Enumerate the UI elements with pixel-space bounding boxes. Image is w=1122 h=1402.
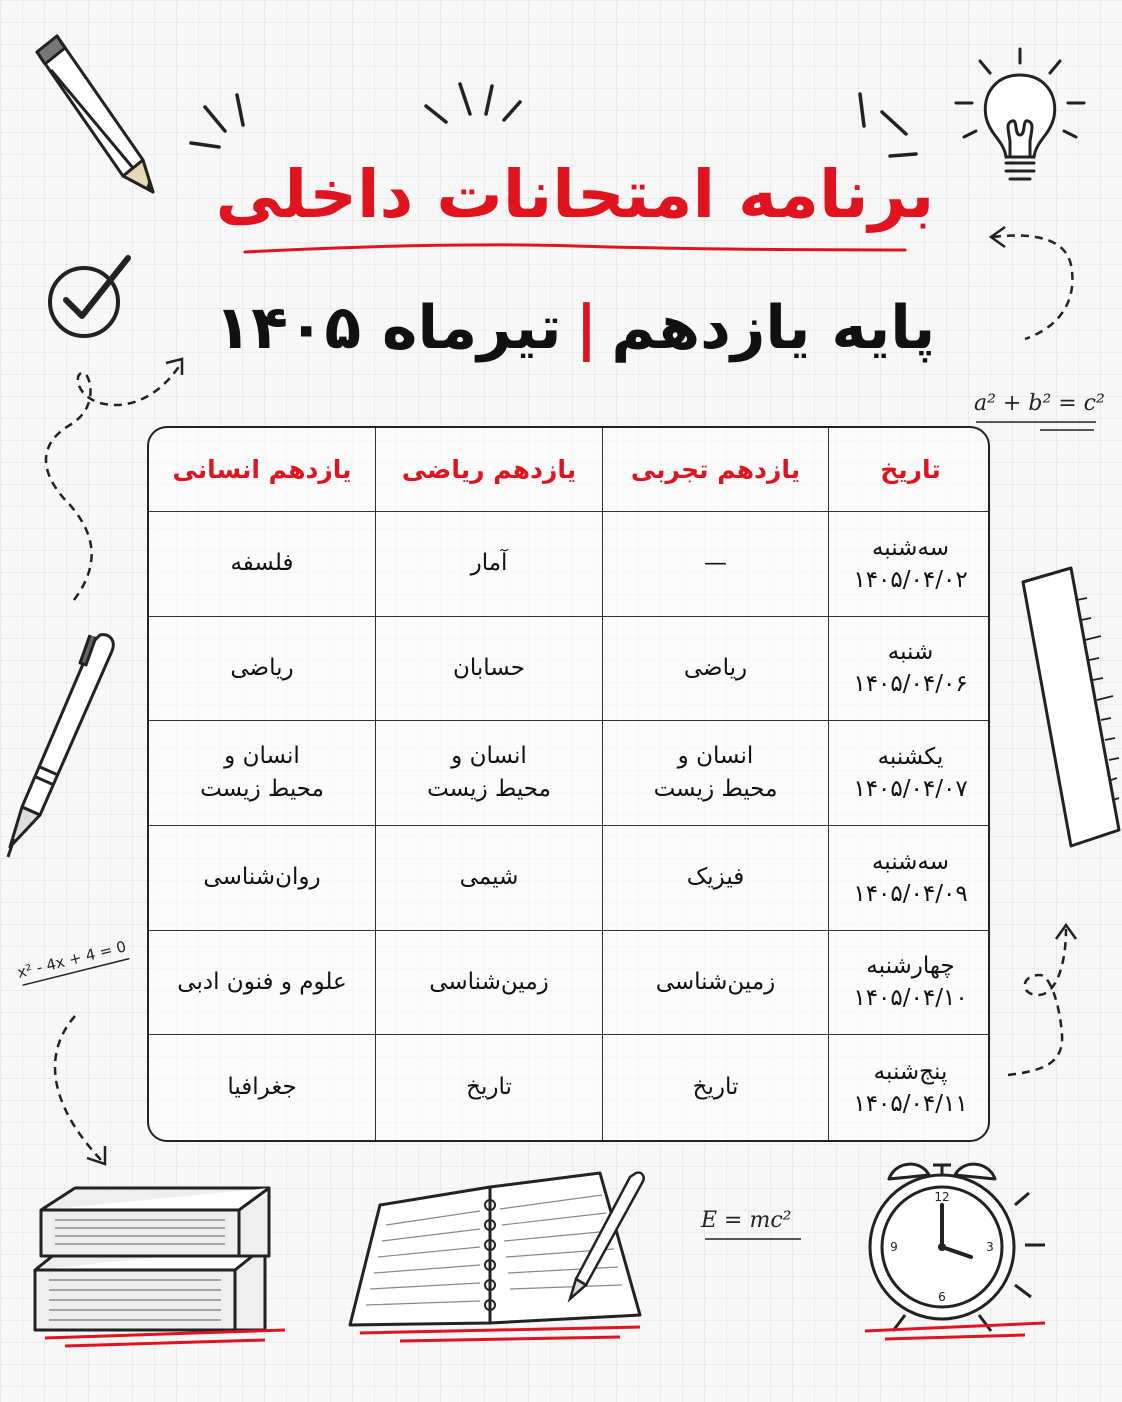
cell-riazi: آمار (376, 512, 603, 617)
burst-lines-icon (850, 90, 920, 165)
cell-ensani: جغرافیا (149, 1035, 376, 1140)
notebook-icon (340, 1165, 660, 1345)
books-icon (25, 1180, 305, 1350)
day-name: پنج‌شنبه (873, 1058, 948, 1085)
ruler-icon (1015, 560, 1122, 855)
pythagoras-formula (970, 380, 1105, 440)
dashed-arrow-icon (1000, 915, 1100, 1085)
day-name: یکشنبه (877, 744, 944, 771)
cell-text: انسان و محیط زیست (653, 743, 778, 803)
subtitle-separator: | (575, 293, 598, 363)
pencil-icon (25, 30, 165, 200)
alarm-clock-icon (845, 1145, 1085, 1345)
svg-text:9: 9 (890, 1240, 898, 1254)
formula-text: x² - 4x + 4 = 0 (15, 937, 129, 982)
lightbulb-icon (950, 45, 1090, 195)
cell-date (829, 826, 990, 931)
date-value: ۱۴۰۵/۰۴/۱۰ (853, 985, 968, 1012)
date-value: ۱۴۰۵/۰۴/۰۲ (853, 566, 968, 593)
formula-text: a² + b² = c² (974, 391, 1105, 416)
dashed-arrow-icon (35, 1010, 125, 1170)
cell-date (829, 617, 990, 722)
day-name: شنبه (887, 639, 934, 666)
cell-riazi: تاریخ (376, 1035, 603, 1140)
cell-tajrobi (603, 721, 829, 826)
day-name: سه‌شنبه (871, 534, 950, 561)
exam-schedule-table (147, 426, 990, 1142)
pen-icon (0, 625, 125, 865)
col-header-date: تاریخ (829, 428, 990, 512)
day-name: سه‌شنبه (871, 848, 950, 875)
cell-tajrobi: زمین‌شناسی (603, 931, 829, 1036)
cell-ensani: علوم و فنون ادبی (149, 931, 376, 1036)
date-value: ۱۴۰۵/۰۴/۱۱ (853, 1090, 968, 1117)
dashed-arrow-icon (30, 345, 200, 610)
check-circle-icon (40, 250, 135, 345)
cell-date (829, 1035, 990, 1140)
cell-ensani: ریاضی (149, 617, 376, 722)
date-value: ۱۴۰۵/۰۴/۰۷ (853, 776, 968, 803)
title-underline (240, 238, 910, 262)
svg-text:3: 3 (986, 1240, 994, 1254)
burst-lines-icon (420, 80, 530, 130)
cell-ensani (149, 721, 376, 826)
cell-tajrobi: — (603, 512, 829, 617)
svg-text:6: 6 (938, 1290, 946, 1304)
cell-tajrobi: تاریخ (603, 1035, 829, 1140)
cell-ensani: روان‌شناسی (149, 826, 376, 931)
quadratic-formula (10, 925, 135, 995)
page-title: برنامه امتحانات داخلی (215, 156, 935, 233)
burst-lines-icon (185, 85, 245, 165)
col-header-ensani: یازدهم انسانی (149, 428, 376, 512)
cell-text: انسان و محیط زیست (200, 743, 324, 803)
page-subtitle (200, 278, 950, 378)
energy-formula (695, 1195, 815, 1255)
cell-riazi: زمین‌شناسی (376, 931, 603, 1036)
date-value: ۱۴۰۵/۰۴/۰۹ (853, 880, 968, 907)
cell-date (829, 512, 990, 617)
cell-riazi (376, 721, 603, 826)
dashed-arrow-icon (985, 215, 1080, 345)
day-name: چهارشنبه (866, 953, 955, 980)
formula-text: E = mc² (701, 1208, 792, 1233)
cell-date (829, 931, 990, 1036)
cell-text: انسان و محیط زیست (427, 743, 551, 803)
cell-riazi: حسابان (376, 617, 603, 722)
svg-text:12: 12 (934, 1190, 950, 1204)
cell-date (829, 721, 990, 826)
col-header-tajrobi: یازدهم تجربی (603, 428, 829, 512)
date-value: ۱۴۰۵/۰۴/۰۶ (853, 671, 968, 698)
cell-ensani: فلسفه (149, 512, 376, 617)
subtitle-grade: پایه یازدهم (611, 293, 936, 363)
cell-tajrobi: ریاضی (603, 617, 829, 722)
subtitle-month: تیرماه ۱۴۰۵ (214, 293, 562, 363)
cell-tajrobi: فیزیک (603, 826, 829, 931)
cell-riazi: شیمی (376, 826, 603, 931)
col-header-riazi: یازدهم ریاضی (376, 428, 603, 512)
